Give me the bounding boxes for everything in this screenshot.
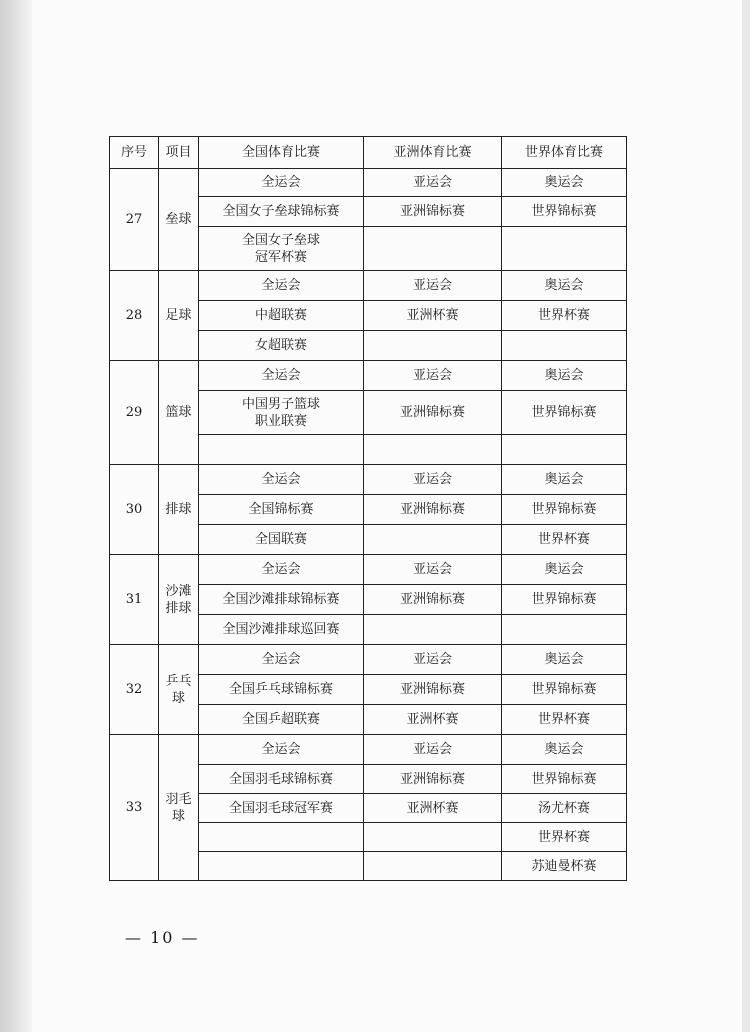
national-event: 全国羽毛球冠军赛 (199, 794, 364, 823)
sport-name: 乒乓 球 (159, 645, 199, 735)
asian-event: 亚洲锦标赛 (364, 675, 502, 705)
header-asian: 亚洲体育比赛 (364, 137, 502, 169)
asian-event: 亚运会 (364, 271, 502, 301)
world-event: 世界锦标赛 (502, 585, 627, 615)
national-event: 全国女子垒球锦标赛 (199, 197, 364, 227)
asian-event: 亚洲杯赛 (364, 794, 502, 823)
world-event: 奥运会 (502, 465, 627, 495)
sport-name: 足球 (159, 271, 199, 361)
row-number: 32 (110, 645, 159, 735)
asian-event (364, 435, 502, 465)
national-event: 全国沙滩排球巡回赛 (199, 615, 364, 645)
world-event: 世界锦标赛 (502, 765, 627, 794)
asian-event (364, 227, 502, 271)
world-event (502, 331, 627, 361)
sport-name: 沙滩 排球 (159, 555, 199, 645)
table-row (110, 361, 627, 391)
world-event: 奥运会 (502, 271, 627, 301)
asian-event: 亚洲杯赛 (364, 301, 502, 331)
asian-event: 亚洲锦标赛 (364, 585, 502, 615)
world-event: 世界杯赛 (502, 823, 627, 852)
world-event: 汤尤杯赛 (502, 794, 627, 823)
header-number: 序号 (110, 137, 159, 169)
national-event: 全运会 (199, 169, 364, 197)
row-number: 28 (110, 271, 159, 361)
world-event: 奥运会 (502, 169, 627, 197)
asian-event: 亚洲杯赛 (364, 705, 502, 735)
asian-event (364, 331, 502, 361)
world-event: 世界锦标赛 (502, 197, 627, 227)
asian-event: 亚洲锦标赛 (364, 391, 502, 435)
world-event: 奥运会 (502, 361, 627, 391)
row-number: 30 (110, 465, 159, 555)
national-event: 女超联赛 (199, 331, 364, 361)
national-event: 全国乒乓球锦标赛 (199, 675, 364, 705)
sport-name: 羽毛 球 (159, 735, 199, 881)
table-row (110, 271, 627, 301)
world-event (502, 615, 627, 645)
asian-event: 亚运会 (364, 555, 502, 585)
national-event: 全国锦标赛 (199, 495, 364, 525)
sport-name: 排球 (159, 465, 199, 555)
asian-event: 亚运会 (364, 361, 502, 391)
sport-name: 垒球 (159, 169, 199, 271)
national-event: 全国沙滩排球锦标赛 (199, 585, 364, 615)
asian-event: 亚洲锦标赛 (364, 765, 502, 794)
scan-edge (0, 0, 32, 1032)
row-number: 31 (110, 555, 159, 645)
asian-event: 亚洲锦标赛 (364, 495, 502, 525)
asian-event: 亚洲锦标赛 (364, 197, 502, 227)
world-event: 世界锦标赛 (502, 391, 627, 435)
sport-name: 篮球 (159, 361, 199, 465)
asian-event: 亚运会 (364, 169, 502, 197)
world-event: 世界杯赛 (502, 301, 627, 331)
header-world: 世界体育比赛 (502, 137, 627, 169)
table-row (110, 735, 627, 765)
national-event: 全运会 (199, 645, 364, 675)
row-number: 29 (110, 361, 159, 465)
world-event (502, 435, 627, 465)
table-row (110, 645, 627, 675)
world-event: 奥运会 (502, 645, 627, 675)
row-number: 33 (110, 735, 159, 881)
asian-event (364, 823, 502, 852)
national-event: 全国联赛 (199, 525, 364, 555)
asian-event: 亚运会 (364, 735, 502, 765)
world-event: 奥运会 (502, 735, 627, 765)
world-event: 世界杯赛 (502, 525, 627, 555)
header-national: 全国体育比赛 (199, 137, 364, 169)
national-event: 全运会 (199, 361, 364, 391)
world-event: 世界锦标赛 (502, 675, 627, 705)
national-event: 全国羽毛球锦标赛 (199, 765, 364, 794)
page-number: — 10 — (125, 928, 200, 947)
table-header-row (110, 137, 627, 169)
world-event (502, 227, 627, 271)
national-event (199, 435, 364, 465)
asian-event (364, 525, 502, 555)
row-number: 27 (110, 169, 159, 271)
header-sport: 项目 (159, 137, 199, 169)
table-row (110, 555, 627, 585)
asian-event: 亚运会 (364, 465, 502, 495)
national-event: 全运会 (199, 555, 364, 585)
national-event: 全运会 (199, 465, 364, 495)
table-row (110, 169, 627, 197)
national-event (199, 852, 364, 881)
national-event (199, 823, 364, 852)
national-event: 全运会 (199, 735, 364, 765)
world-event: 世界杯赛 (502, 705, 627, 735)
competition-table (109, 136, 627, 881)
asian-event (364, 615, 502, 645)
national-event: 全国女子垒球 冠军杯赛 (199, 227, 364, 271)
asian-event (364, 852, 502, 881)
national-event: 全运会 (199, 271, 364, 301)
world-event: 苏迪曼杯赛 (502, 852, 627, 881)
national-event: 全国乒超联赛 (199, 705, 364, 735)
world-event: 世界锦标赛 (502, 495, 627, 525)
asian-event: 亚运会 (364, 645, 502, 675)
world-event: 奥运会 (502, 555, 627, 585)
table-row (110, 465, 627, 495)
national-event: 中国男子篮球 职业联赛 (199, 391, 364, 435)
national-event: 中超联赛 (199, 301, 364, 331)
